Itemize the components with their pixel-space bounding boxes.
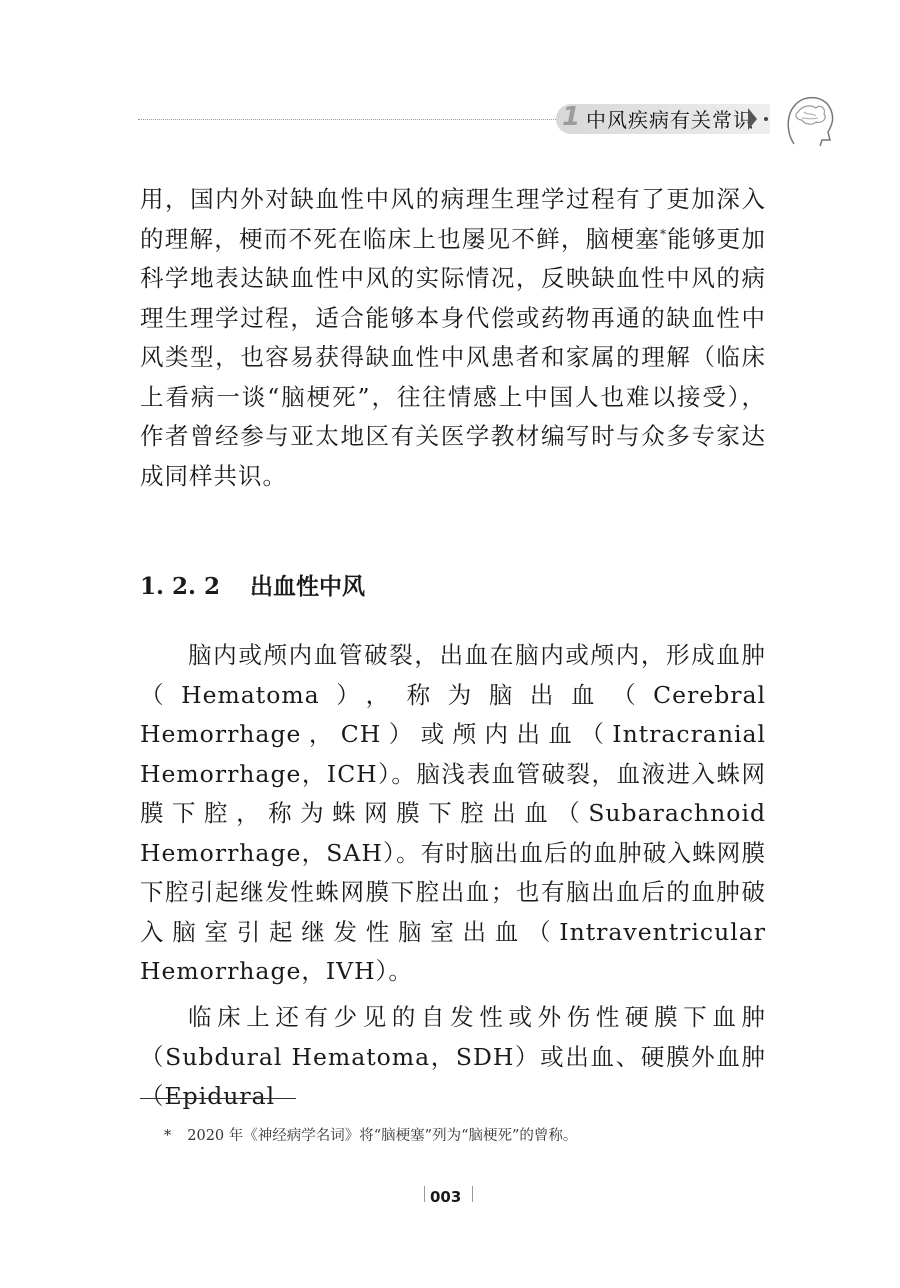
page-number-bar-right — [472, 1186, 473, 1202]
footnote — [164, 1124, 577, 1145]
paragraph-1-rest: 能够更加科学地表达缺血性中风的实际情况，反映缺血性中风的病理生理学过程，适合能够本身代偿或药物再通的缺血性中风类型，也容易获得缺血性中风患者和家属的理解（临床上看病一谈“脑梗死”，往往情感上中国人也难以接受），作者曾经参与亚太地区有关医学教材编写时与众多专家达成同样共识。 — [140, 224, 767, 490]
header-dotted-line — [138, 119, 558, 120]
running-header — [0, 92, 900, 148]
footnote-reference: * — [659, 226, 667, 241]
paragraph-3: 临床上还有少见的自发性或外伤性硬膜下血肿（Subdural Hematoma，SDH）或出血、硬膜外血肿（Epidural — [140, 1003, 766, 1110]
section-title: 出血性中风 — [250, 573, 366, 600]
arrow-icon — [748, 108, 757, 130]
section-heading — [140, 568, 365, 601]
chapter-title: 中风疾病有关常识 — [586, 108, 754, 132]
footnote-mark: * — [164, 1128, 172, 1144]
paragraph-1-text: 用，国内外对缺血性中风的病理生理学过程有了更加深入的理解，梗而不死在临床上也屡见不鲜，脑梗塞 — [140, 185, 766, 253]
page-number-bar-left — [424, 1186, 425, 1202]
section-number: 1. 2. 2 — [140, 573, 221, 600]
footnote-text: 2020 年《神经病学名词》将“脑梗塞”列为“脑梗死”的曾称。 — [187, 1128, 578, 1144]
paragraph-2: 脑内或颅内血管破裂，出血在脑内或颅内，形成血肿（Hematoma），称为脑出血（Cerebral Hemorrhage，CH）或颅内出血（Intracranial Hemorrhage，ICH）。脑浅表血管破裂，血液进入蛛网膜下腔，称为蛛网膜下腔出血（Subarachnoid Hemorrhage，SAH）。有时脑出血后的血肿破入蛛网膜下腔引起继发性蛛网膜下腔出血；也有脑出血后的血肿破入脑室引起继发性脑室出血（Intraventricular Hemorrhage，IVH）。 — [140, 641, 766, 985]
head-brain-icon — [780, 92, 838, 148]
dot-icon — [764, 117, 768, 121]
chapter-number: 1 — [562, 102, 581, 132]
footnote-rule — [140, 1098, 296, 1099]
page-number: 003 — [430, 1188, 462, 1206]
paragraph-1 — [140, 180, 766, 496]
